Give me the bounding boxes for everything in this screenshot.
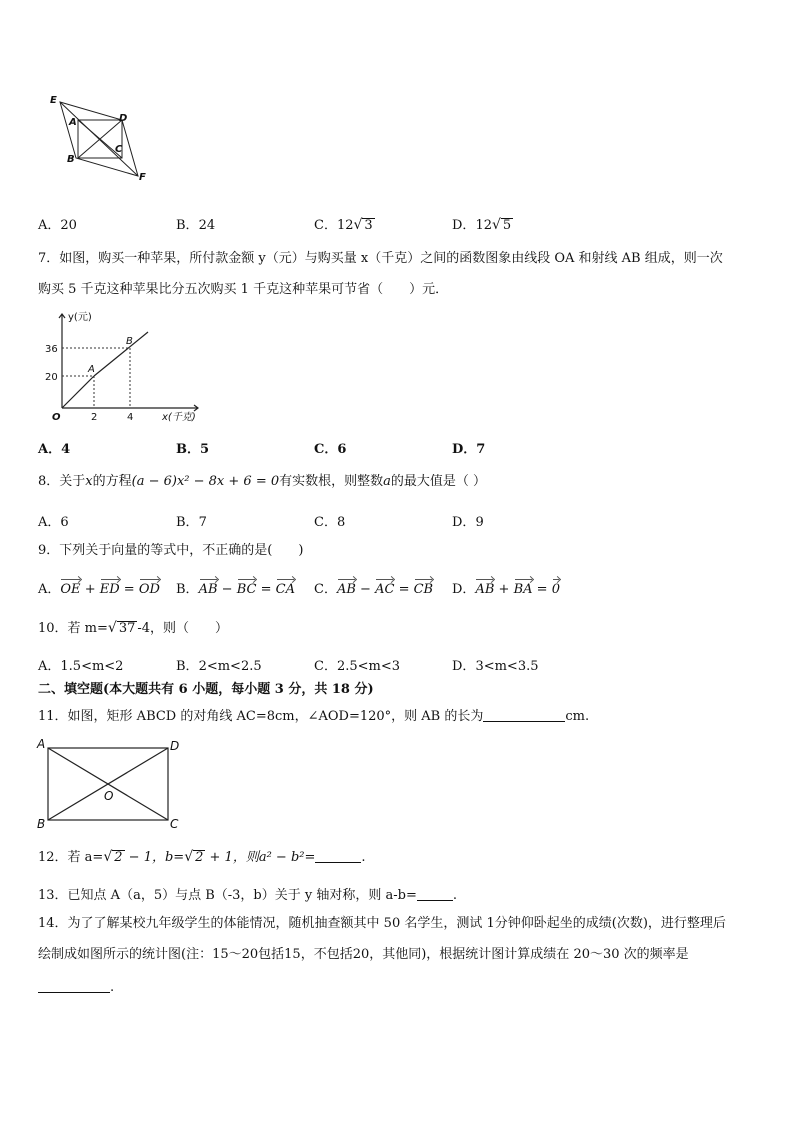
q10-option-d[interactable]: D．3<m<3.5 bbox=[452, 659, 539, 674]
label-F: F bbox=[139, 172, 146, 183]
x-tick-2: 2 bbox=[91, 412, 98, 423]
q12-answer-blank[interactable] bbox=[315, 848, 361, 863]
rect-label-B: B bbox=[37, 817, 46, 831]
x-axis-label: x(千克) bbox=[162, 412, 196, 423]
q9-stem: 9．下列关于向量的等式中，不正确的是( ) bbox=[38, 543, 304, 558]
q6-option-a[interactable]: A．20 bbox=[38, 218, 77, 233]
q6-option-d[interactable]: D．12√ 5 bbox=[452, 217, 512, 233]
q7-stem-line2: 购买 5 千克这种苹果比分五次购买 1 千克这种苹果可节省（ ）元． bbox=[38, 282, 449, 297]
q8-option-d[interactable]: D．9 bbox=[452, 515, 484, 530]
q11-rectangle-figure bbox=[34, 736, 190, 832]
q9-option-d[interactable]: D．AB + BA = 0 bbox=[452, 582, 560, 597]
q12-stem: 12．若 a=√ 2 − 1，b=√ 2 + 1，则a² − b²= . bbox=[38, 849, 366, 865]
point-b-label: B bbox=[126, 336, 133, 347]
q8-stem: 8．关于x的方程(a − 6)x² − 8x + 6 = 0有实数根，则整数a的最大值是（ ） bbox=[38, 474, 487, 489]
y-tick-36: 36 bbox=[45, 344, 58, 355]
y-tick-20: 20 bbox=[45, 372, 58, 383]
q10-option-a[interactable]: A．1.5<m<2 bbox=[38, 659, 124, 674]
rect-label-A: A bbox=[37, 737, 46, 751]
q7-option-c[interactable]: C．6 bbox=[314, 442, 347, 457]
q7-option-d[interactable]: D．7 bbox=[452, 442, 486, 457]
q8-option-c[interactable]: C．8 bbox=[314, 515, 346, 530]
q8-option-b[interactable]: B．7 bbox=[176, 515, 207, 530]
rect-label-C: C bbox=[170, 817, 179, 831]
q6-option-c[interactable]: C．12√ 3 bbox=[314, 217, 373, 233]
q9-option-c[interactable]: C．AB − AC = CB bbox=[314, 582, 434, 597]
x-tick-4: 4 bbox=[127, 412, 134, 423]
q9-option-b[interactable]: B．AB − BC = CA bbox=[176, 582, 295, 597]
q7-option-b[interactable]: B．5 bbox=[176, 442, 210, 457]
q14-answer-line: . bbox=[38, 978, 114, 997]
q7-option-a[interactable]: A．4 bbox=[38, 442, 71, 457]
q9-option-a[interactable]: A．OE + ED = OD bbox=[38, 582, 160, 597]
rect-label-D: D bbox=[170, 739, 180, 753]
q11-answer-blank[interactable] bbox=[483, 707, 565, 722]
y-axis-label: y(元) bbox=[68, 312, 92, 323]
q10-option-c[interactable]: C．2.5<m<3 bbox=[314, 659, 401, 674]
label-C: C bbox=[115, 144, 123, 155]
q14-stem-line1: 14．为了了解某校九年级学生的体能情况，随机抽查额其中 50 名学生，测试 1分钟仰卧起坐的成绩(次数)，进行整理后 bbox=[38, 916, 726, 931]
rect-label-O: O bbox=[104, 789, 114, 803]
q13-stem: 13．已知点 A（a，5）与点 B（-3，b）关于 y 轴对称，则 a-b= . bbox=[38, 888, 457, 903]
q6-rhombus-figure bbox=[46, 92, 156, 184]
q8-option-a[interactable]: A．6 bbox=[38, 515, 69, 530]
q13-answer-blank[interactable] bbox=[417, 886, 453, 901]
q6-option-b[interactable]: B．24 bbox=[176, 218, 216, 233]
label-A: A bbox=[69, 117, 77, 128]
section-heading: 二、填空题(本大题共有 6 小题，每小题 3 分，共 18 分) bbox=[38, 682, 374, 697]
q10-stem: 10．若 m=√ 37 -4，则（ ） bbox=[38, 620, 229, 636]
q10-option-b[interactable]: B．2<m<2.5 bbox=[176, 659, 262, 674]
label-E: E bbox=[50, 95, 57, 106]
q11-stem: 11．如图，矩形 ABCD 的对角线 AC=8cm，∠AOD=120°，则 AB 的长为 cm. bbox=[38, 709, 590, 724]
origin-label: O bbox=[52, 412, 61, 423]
label-B: B bbox=[67, 154, 75, 165]
q14-answer-blank[interactable] bbox=[38, 978, 110, 993]
q7-stem-line1: 7．如图，购买一种苹果，所付款金额 y（元）与购买量 x（千克）之间的函数图象由线段 OA 和射线 AB 组成，则一次 bbox=[38, 251, 723, 266]
q14-stem-line2: 绘制成如图所示的统计图(注：15～20包括15，不包括20，其他同)，根据统计图计算成绩在 20～30 次的频率是 bbox=[38, 947, 689, 962]
point-a-label: A bbox=[88, 364, 95, 375]
label-D: D bbox=[119, 113, 128, 124]
q7-function-graph bbox=[40, 308, 205, 424]
